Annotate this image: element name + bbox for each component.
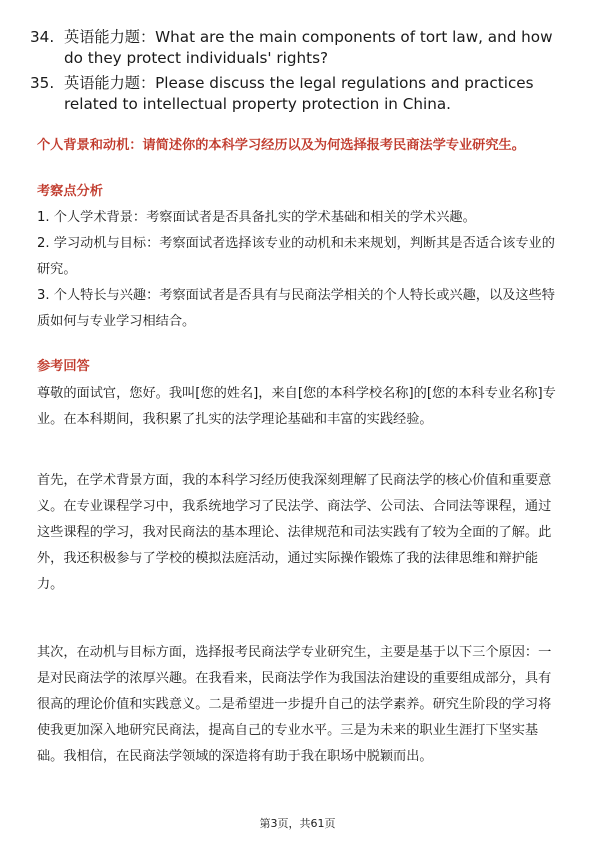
answer-paragraph-3 [37, 640, 557, 770]
analysis-item: 2. 学习动机与目标：考察面试者选择该专业的动机和未来规划，判断其是否适合该专业的研究。 [37, 236, 555, 277]
answer-heading: 参考回答 [37, 359, 90, 374]
analysis-heading: 考察点分析 [37, 184, 103, 199]
question-number: 35. [30, 74, 55, 92]
analysis-item: 1. 个人学术背景：考察面试者是否具备扎实的学术基础和相关的学术兴趣。 [37, 210, 476, 225]
question-text: 英语能力题：What are the main components of tort law, and how do they protect individuals' rights? [64, 28, 553, 67]
question-list [30, 27, 570, 119]
answer-text: 尊敬的面试官，您好。我叫[您的姓名]，来自[您的本科学校名称]的[您的本科专业名称]专业。在本科期间，我积累了扎实的法学理论基础和丰富的实践经验。 [37, 386, 556, 427]
answer-text: 首先，在学术背景方面，我的本科学习经历使我深刻理解了民商法学的核心价值和重要意义。在专业课程学习中，我系统地学习了民法学、商法学、公司法、合同法等课程，通过这些课程的学习，我对民商法的基本理论、法律规范和司法实践有了较为全面的了解。此外，我还积极参与了学校的模拟法庭活动，通过实际操作锻炼了我的法律思维和辩护能力。 [37, 473, 552, 592]
page-footer: 第3页，共61页 [259, 817, 336, 830]
answer-paragraph-1 [37, 381, 557, 433]
analysis-list [37, 205, 557, 335]
question-item [30, 27, 570, 69]
main-question-heading: 个人背景和动机：请简述你的本科学习经历以及为何选择报考民商法学专业研究生。 [37, 138, 525, 153]
question-text: 英语能力题：Please discuss the legal regulations and practices related to intellectual property protection in China. [64, 74, 534, 113]
question-number: 34. [30, 28, 55, 46]
question-item [30, 73, 570, 115]
analysis-item: 3. 个人特长与兴趣：考察面试者是否具有与民商法学相关的个人特长或兴趣，以及这些特质如何与专业学习相结合。 [37, 288, 555, 329]
answer-text: 其次，在动机与目标方面，选择报考民商法学专业研究生，主要是基于以下三个原因：一是对民商法学的浓厚兴趣。在我看来，民商法学作为我国法治建设的重要组成部分，具有很高的理论价值和实践意义。二是希望进一步提升自己的法学素养。研究生阶段的学习将使我更加深入地研究民商法，提高自己的专业水平。三是为未来的职业生涯打下坚实基础。我相信，在民商法学领域的深造将有助于我在职场中脱颖而出。 [37, 645, 552, 764]
answer-paragraph-2 [37, 468, 557, 598]
